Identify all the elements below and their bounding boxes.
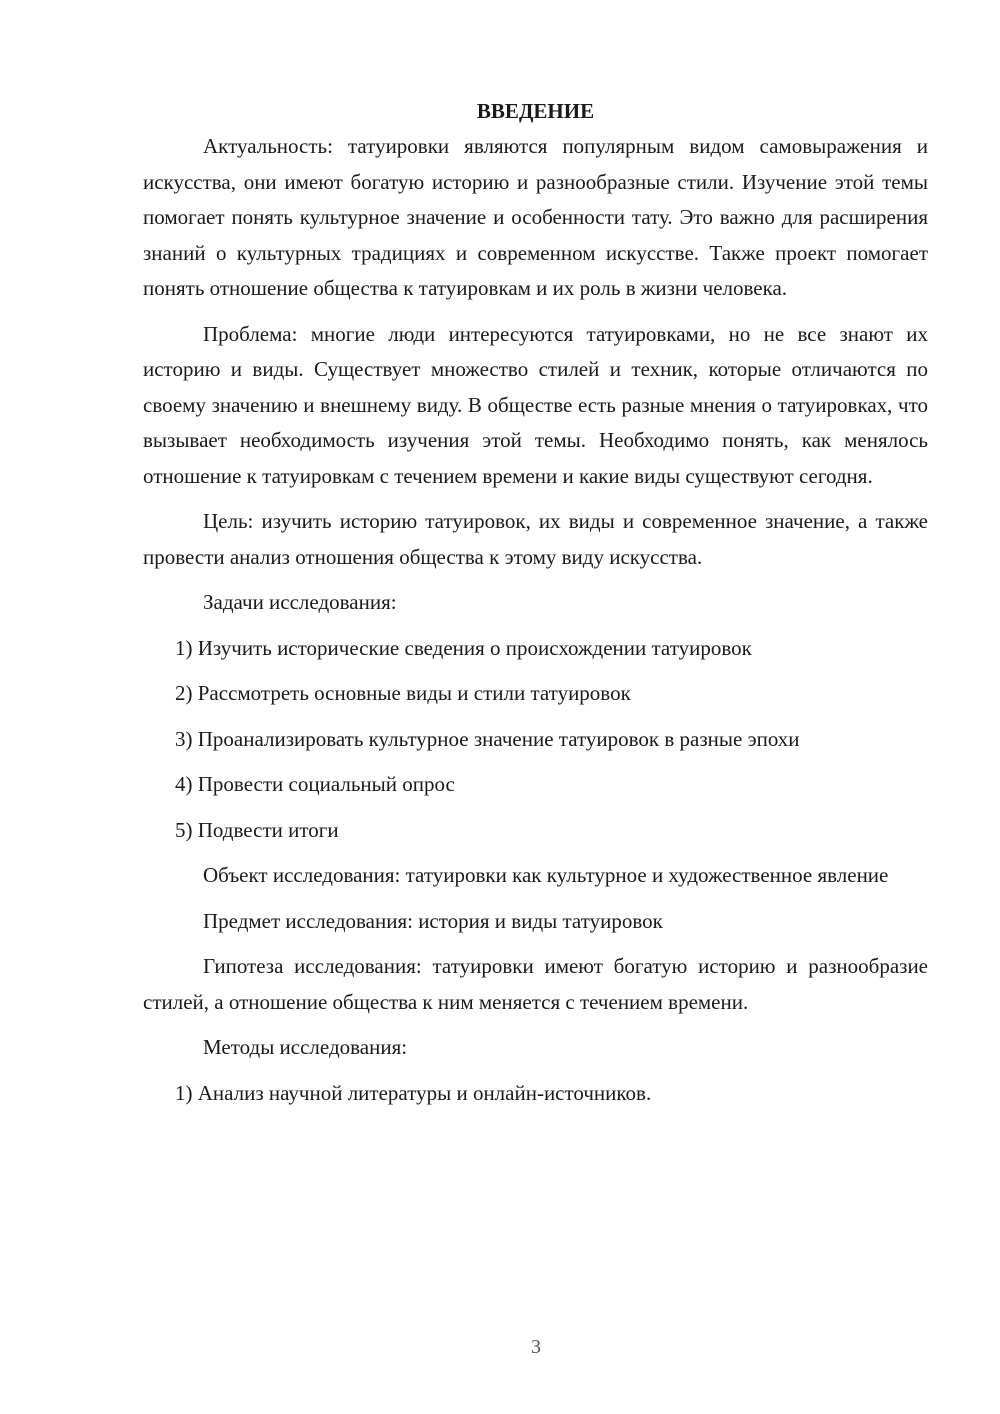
paragraph-subject: Предмет исследования: история и виды татуировок bbox=[203, 908, 663, 933]
paragraph-relevance: Актуальность: татуировки являются популярным видом самовыражения и искусства, они имеют богатую историю и разнообразные стили. Изучение этой темы помогает понять культурное значение и особенности тату. Это важно для расширения знаний о культурных традициях и современном искусстве. Также проект помогает понять отношение общества к татуировкам и их роль в жизни человека. bbox=[143, 134, 928, 300]
methods-list bbox=[143, 1076, 928, 1112]
paragraph-object: Объект исследования: татуировки как культурное и художественное явление bbox=[203, 863, 889, 887]
page-number: 3 bbox=[531, 1336, 541, 1358]
paragraph-problem: Проблема: многие люди интересуются татуировками, но не все знают их историю и виды. Существует множество стилей и техник, которые отличаются по своему значению и внешнему виду. В обществе есть разные мнения о татуировках, что вызывает необходимость изучения этой темы. Необходимо понять, как менялось отношение к татуировкам с течением времени и какие виды существуют сегодня. bbox=[143, 321, 928, 488]
list-item: 4) Провести социальный опрос bbox=[175, 772, 455, 796]
paragraph-goal: Цель: изучить историю татуировок, их виды и современное значение, а также провести анализ отношения общества к этому виду искусства. bbox=[143, 509, 928, 569]
list-item: 2) Рассмотреть основные виды и стили татуировок bbox=[175, 681, 631, 705]
methods-heading: Методы исследования: bbox=[203, 1035, 408, 1059]
paragraph-hypothesis: Гипотеза исследования: татуировки имеют богатую историю и разнообразие стилей, а отношение общества к ним меняется с течением времени. bbox=[143, 954, 928, 1014]
list-item: 3) Проанализировать культурное значение татуировок в разные эпохи bbox=[175, 726, 800, 751]
tasks-list bbox=[143, 631, 928, 849]
tasks-heading: Задачи исследования: bbox=[203, 590, 397, 614]
list-item: 5) Подвести итоги bbox=[175, 817, 339, 842]
list-item: 1) Анализ научной литературы и онлайн-источников. bbox=[175, 1080, 652, 1105]
list-item: 1) Изучить исторические сведения о происхождении татуировок bbox=[175, 635, 752, 660]
section-title: ВВЕДЕНИЕ bbox=[476, 99, 595, 123]
page-content bbox=[143, 96, 928, 1121]
